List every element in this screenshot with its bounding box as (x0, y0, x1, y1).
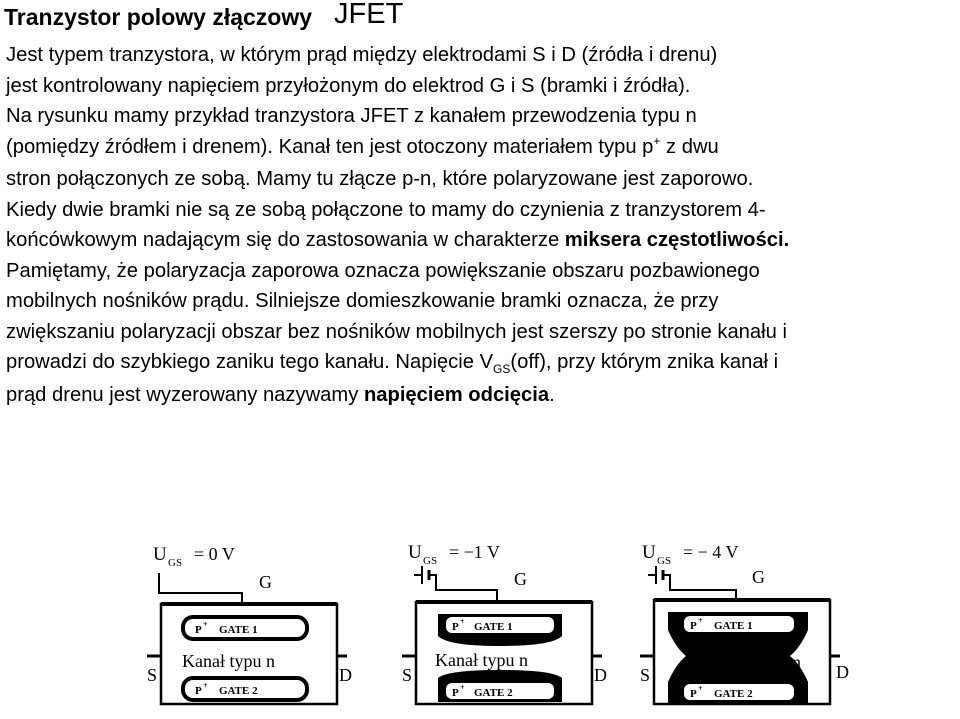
gate-label: G (514, 569, 527, 589)
p-plus-sup: + (460, 683, 465, 692)
gate2-label: GATE 2 (714, 688, 753, 700)
gate2-label: GATE 2 (474, 687, 513, 699)
gate-label: G (752, 567, 765, 587)
gate2-label: GATE 2 (219, 685, 258, 697)
text-line: zwiększaniu polaryzacji obszar bez nośników mobilnych jest szerszy po stronie kanału i (6, 320, 787, 343)
page-title (4, 0, 403, 33)
text-line (6, 132, 960, 165)
text-line-part: prowadzi do szybkiego zaniku tego kanału. Napięcie V (6, 351, 494, 373)
voltage-label-sub: GS (657, 555, 672, 567)
text-line (6, 225, 960, 256)
text-line-part: końcówkowym nadającym się do zastosowania w charakterze (6, 229, 565, 251)
text-line: Na rysunku mamy przykład tranzystora JFET z kanałem przewodzenia typu n (6, 105, 697, 127)
text-line: stron połączonych ze sobą. Mamy tu złącze p-n, które polaryzowane jest zaporowo. (6, 168, 754, 190)
jfet-diagram-0v (147, 538, 362, 718)
text-line: Kiedy dwie bramki nie są ze sobą połączone to mamy do czynienia z tranzystorem 4- (6, 198, 766, 221)
source-label: S (147, 665, 158, 685)
voltage-value: = − 4 V (683, 542, 739, 562)
p-plus-sup: + (203, 620, 208, 629)
voltage-value: = 0 V (194, 544, 235, 564)
voltage-label-sub: GS (423, 555, 438, 567)
p-plus-label: P (195, 685, 202, 697)
channel-label: Kanał typu n (182, 651, 275, 671)
p-plus-sup: + (698, 616, 703, 625)
bold-term-cutoff: napięciem odcięcia (363, 383, 550, 406)
source-label: S (402, 665, 413, 685)
p-plus-sup: + (698, 684, 703, 693)
drain-label: D (339, 665, 352, 685)
text-line: Jest typem tranzystora, w którym prąd między elektrodami S i D (źródła i drenu) (6, 44, 718, 66)
p-plus-sup: + (460, 617, 465, 626)
text-line: jest kontrolowany napięciem przyłożonym do elektrod G i S (bramki i źródła). (6, 74, 691, 97)
gate1-label: GATE 1 (219, 624, 258, 636)
voltage-label-u: U (642, 542, 656, 563)
voltage-label-sub: GS (168, 557, 183, 569)
superscript-plus: + (653, 133, 661, 148)
p-plus-label: P (690, 688, 697, 700)
p-plus-label: P (452, 687, 459, 699)
voltage-label-u: U (153, 544, 167, 565)
text-line: mobilnych nośników prądu. Silniejsze domieszkowanie bramki oznacza, że przy (6, 290, 719, 312)
p-plus-sup: + (203, 681, 208, 690)
bold-term-mixer: miksera częstotliwości. (564, 229, 790, 251)
title-main: Tranzystor polowy złączowy (4, 4, 313, 30)
p-plus-label: P (452, 621, 459, 633)
text-line-part: z dwu (660, 135, 719, 158)
text-line (6, 347, 960, 380)
p-plus-label: P (690, 620, 697, 632)
drain-label: D (594, 665, 607, 685)
gate-label: G (259, 572, 272, 592)
source-label: S (640, 665, 651, 685)
text-line (6, 380, 960, 411)
jfet-diagram-minus4v (640, 538, 855, 718)
channel-label: n (792, 652, 801, 672)
title-jfet: JFET (334, 0, 404, 30)
text-line-part: . (549, 383, 555, 406)
subscript-gs: GS (493, 362, 511, 376)
text-line-part: (pomiędzy źródłem i drenem). Kanał ten jest otoczony materiałem typu p (6, 135, 654, 158)
text-line-part: prąd drenu jest wyzerowany nazywamy (6, 383, 364, 406)
gate1-label: GATE 1 (714, 620, 753, 632)
p-plus-label: P (195, 624, 202, 636)
description-paragraph (6, 40, 960, 410)
drain-label: D (836, 662, 849, 682)
text-line-part: (off), przy którym znika kanał i (510, 351, 779, 373)
voltage-label-u: U (408, 542, 422, 563)
channel-label: Kanał typu n (435, 650, 528, 670)
gate1-label: GATE 1 (474, 621, 513, 633)
voltage-value: = −1 V (449, 542, 500, 562)
jfet-diagram-minus1v (402, 538, 617, 718)
text-line: Pamiętamy, że polaryzacja zaporowa oznacza powiększanie obszaru pozbawionego (6, 259, 760, 282)
